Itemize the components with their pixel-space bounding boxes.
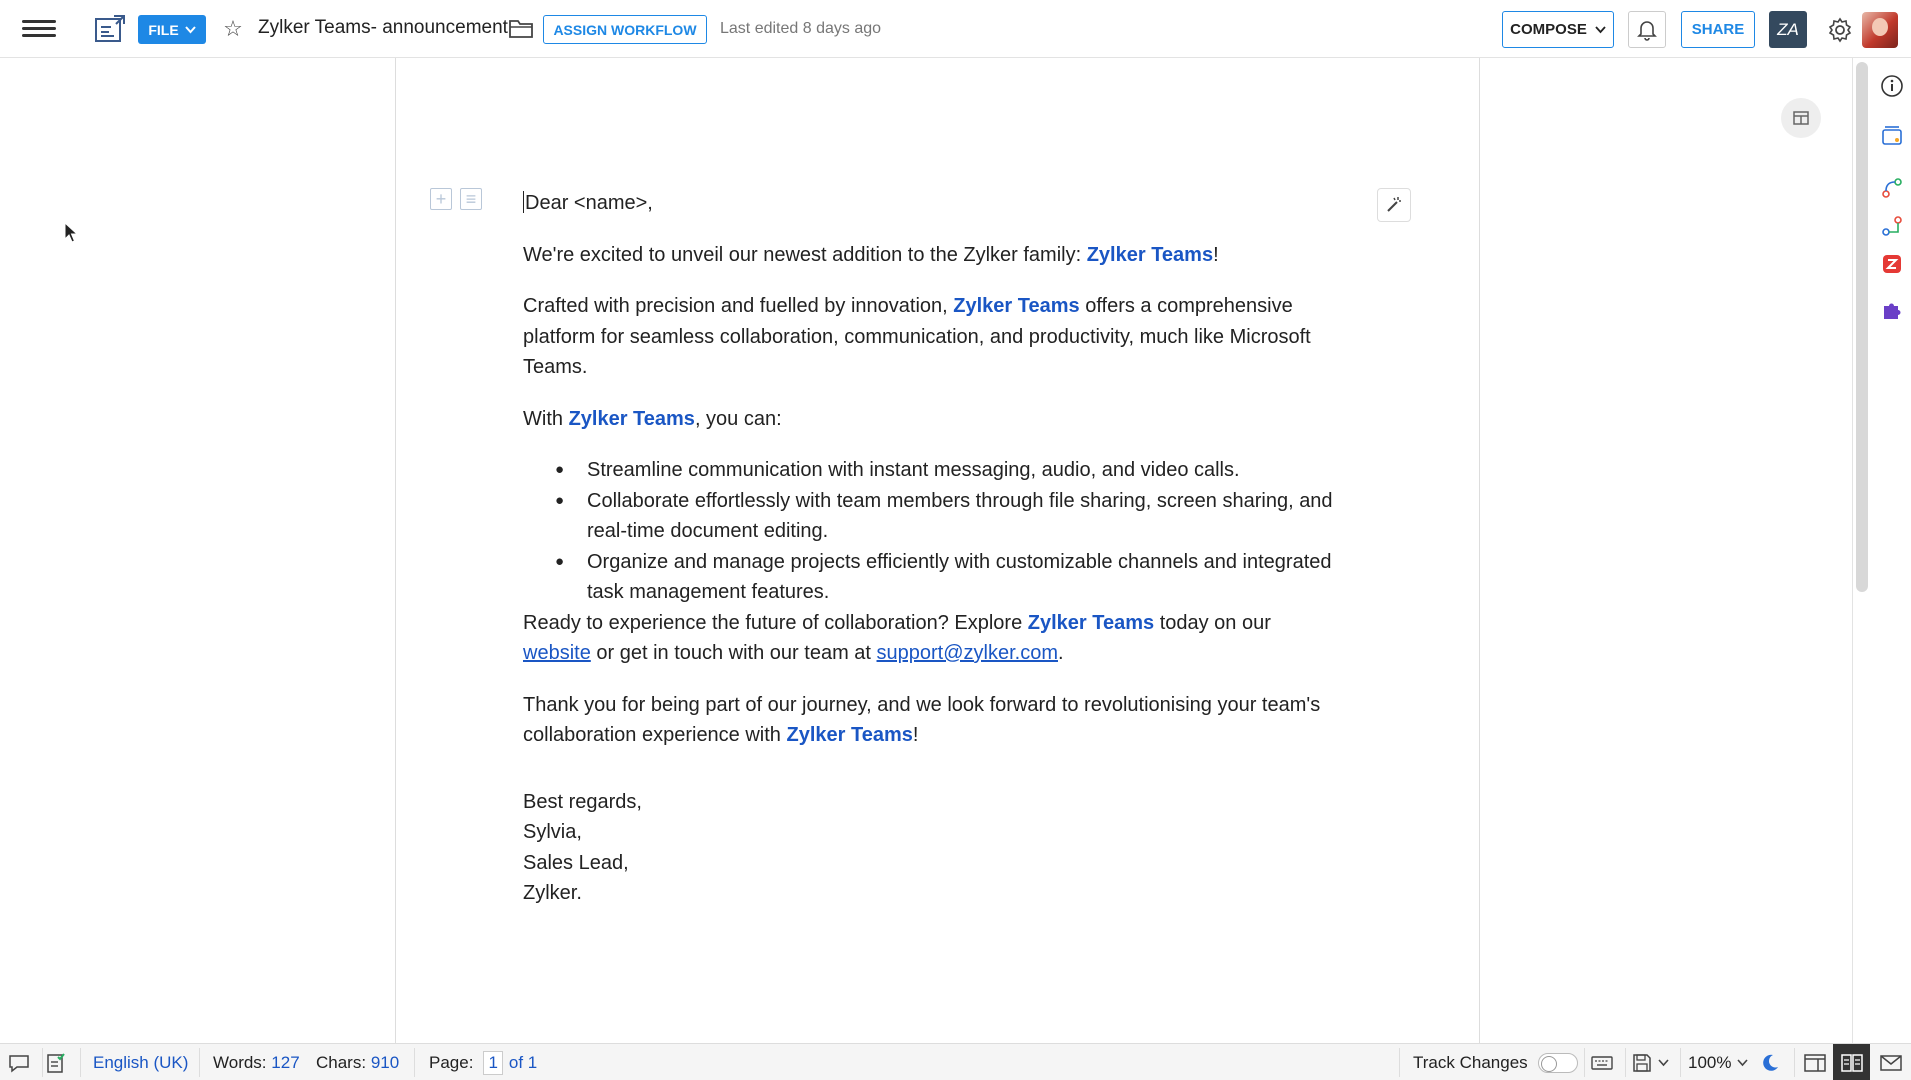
info-icon[interactable] bbox=[1878, 72, 1906, 100]
website-link[interactable]: website bbox=[523, 642, 591, 664]
block-tools bbox=[430, 188, 482, 210]
page-indicator[interactable]: Page: 1 of 1 bbox=[429, 1044, 537, 1080]
zia-assistant-button[interactable]: ZA bbox=[1769, 11, 1807, 48]
list-item[interactable]: ● Collaborate effortlessly with team members through file sharing, screen sharing, and real-time document editing. bbox=[523, 486, 1343, 547]
mouse-cursor-icon bbox=[64, 222, 80, 244]
document-content[interactable] bbox=[523, 188, 1343, 909]
signature-line: Sylvia, bbox=[523, 821, 582, 843]
page-layout-icon[interactable] bbox=[1781, 98, 1821, 138]
feedback-mail-icon[interactable] bbox=[1873, 1044, 1909, 1080]
paragraph-thanks[interactable]: Thank you for being part of our journey, and we look forward to revolutionising your team's collaboration experience with Zylker Teams! bbox=[523, 693, 1321, 746]
block-menu-icon[interactable]: ≡ bbox=[460, 188, 482, 210]
document-icon[interactable] bbox=[94, 14, 126, 44]
share-button[interactable]: SHARE bbox=[1681, 11, 1755, 48]
assign-workflow-button[interactable]: ASSIGN WORKFLOW bbox=[543, 15, 707, 44]
zoom-selector[interactable]: 100% bbox=[1688, 1044, 1748, 1080]
version-history-icon[interactable] bbox=[1878, 122, 1906, 150]
extensions-puzzle-icon[interactable] bbox=[1878, 297, 1906, 325]
notification-bell-icon[interactable] bbox=[1628, 11, 1666, 48]
track-changes-toggle[interactable]: Track Changes bbox=[1413, 1044, 1578, 1080]
word-count: Words: 127 bbox=[213, 1052, 300, 1072]
workflow-icon[interactable] bbox=[1878, 174, 1906, 202]
chevron-down-icon bbox=[185, 26, 196, 34]
signature-line: Sales Lead, bbox=[523, 851, 629, 874]
list-item[interactable]: ● Organize and manage projects efficiently with customizable channels and integrated task management features. bbox=[523, 547, 1343, 608]
char-count: Chars: 910 bbox=[316, 1052, 400, 1072]
compose-label: COMPOSE bbox=[1510, 21, 1587, 38]
file-menu-button[interactable] bbox=[138, 15, 206, 44]
last-edited-text[interactable]: Last edited 8 days ago bbox=[720, 20, 882, 37]
spellcheck-icon[interactable] bbox=[46, 1044, 74, 1080]
text-cursor bbox=[523, 191, 524, 213]
folder-icon[interactable] bbox=[508, 17, 534, 39]
greeting-paragraph[interactable]: Dear <name>, bbox=[525, 192, 653, 214]
document-title[interactable]: Zylker Teams- announcement bbox=[258, 17, 508, 38]
chevron-down-icon bbox=[1595, 26, 1606, 34]
paragraph-description[interactable]: Crafted with precision and fuelled by innovation, Zylker Teams offers a comprehensive platform for seamless collaboration, communication, and productivity, much like Microsoft Teams. bbox=[523, 295, 1311, 378]
list-item[interactable]: ● Streamline communication with instant messaging, audio, and video calls. bbox=[523, 455, 1343, 486]
top-bar bbox=[0, 0, 1911, 58]
compose-button[interactable] bbox=[1502, 11, 1614, 48]
reading-view-icon[interactable] bbox=[1833, 1044, 1870, 1080]
signature-line: Best regards, bbox=[523, 790, 642, 813]
page-number-input[interactable]: 1 bbox=[483, 1051, 502, 1075]
file-button-label: FILE bbox=[148, 21, 179, 38]
chevron-down-icon bbox=[1737, 1059, 1748, 1067]
vertical-scrollbar[interactable] bbox=[1856, 62, 1868, 592]
paragraph-call-to-action[interactable]: Ready to experience the future of collaboration? Explore Zylker Teams today on our website or get in touch with our team at support@zylker.com. bbox=[523, 611, 1271, 664]
support-email-link[interactable]: support@zylker.com bbox=[876, 642, 1058, 664]
language-selector[interactable]: English (UK) bbox=[93, 1052, 189, 1072]
editor-canvas bbox=[0, 58, 1852, 1043]
zoho-app-icon[interactable] bbox=[1878, 250, 1906, 278]
magic-wand-icon[interactable] bbox=[1377, 188, 1411, 222]
keyboard-icon[interactable] bbox=[1591, 1044, 1619, 1080]
paragraph-features-lead[interactable]: With Zylker Teams, you can: bbox=[523, 407, 782, 430]
user-avatar[interactable] bbox=[1862, 12, 1898, 48]
dark-mode-icon[interactable] bbox=[1760, 1044, 1788, 1080]
integration-icon[interactable] bbox=[1878, 212, 1906, 240]
star-icon[interactable]: ☆ bbox=[223, 16, 243, 41]
signature-line: Zylker. bbox=[523, 882, 582, 904]
feature-list[interactable] bbox=[523, 455, 1343, 608]
settings-gear-icon[interactable] bbox=[1824, 14, 1856, 46]
toggle-switch[interactable] bbox=[1538, 1053, 1578, 1073]
chevron-down-icon bbox=[1658, 1059, 1669, 1067]
hamburger-menu-icon[interactable] bbox=[22, 16, 56, 42]
print-layout-icon[interactable] bbox=[1797, 1044, 1833, 1080]
status-bar bbox=[0, 1043, 1911, 1080]
save-options-icon[interactable] bbox=[1632, 1044, 1676, 1080]
signature-block[interactable] bbox=[523, 787, 1343, 909]
comments-icon[interactable] bbox=[8, 1044, 36, 1080]
paragraph-intro[interactable]: We're excited to unveil our newest addition to the Zylker family: Zylker Teams! bbox=[523, 243, 1219, 266]
add-block-icon[interactable]: + bbox=[430, 188, 452, 210]
